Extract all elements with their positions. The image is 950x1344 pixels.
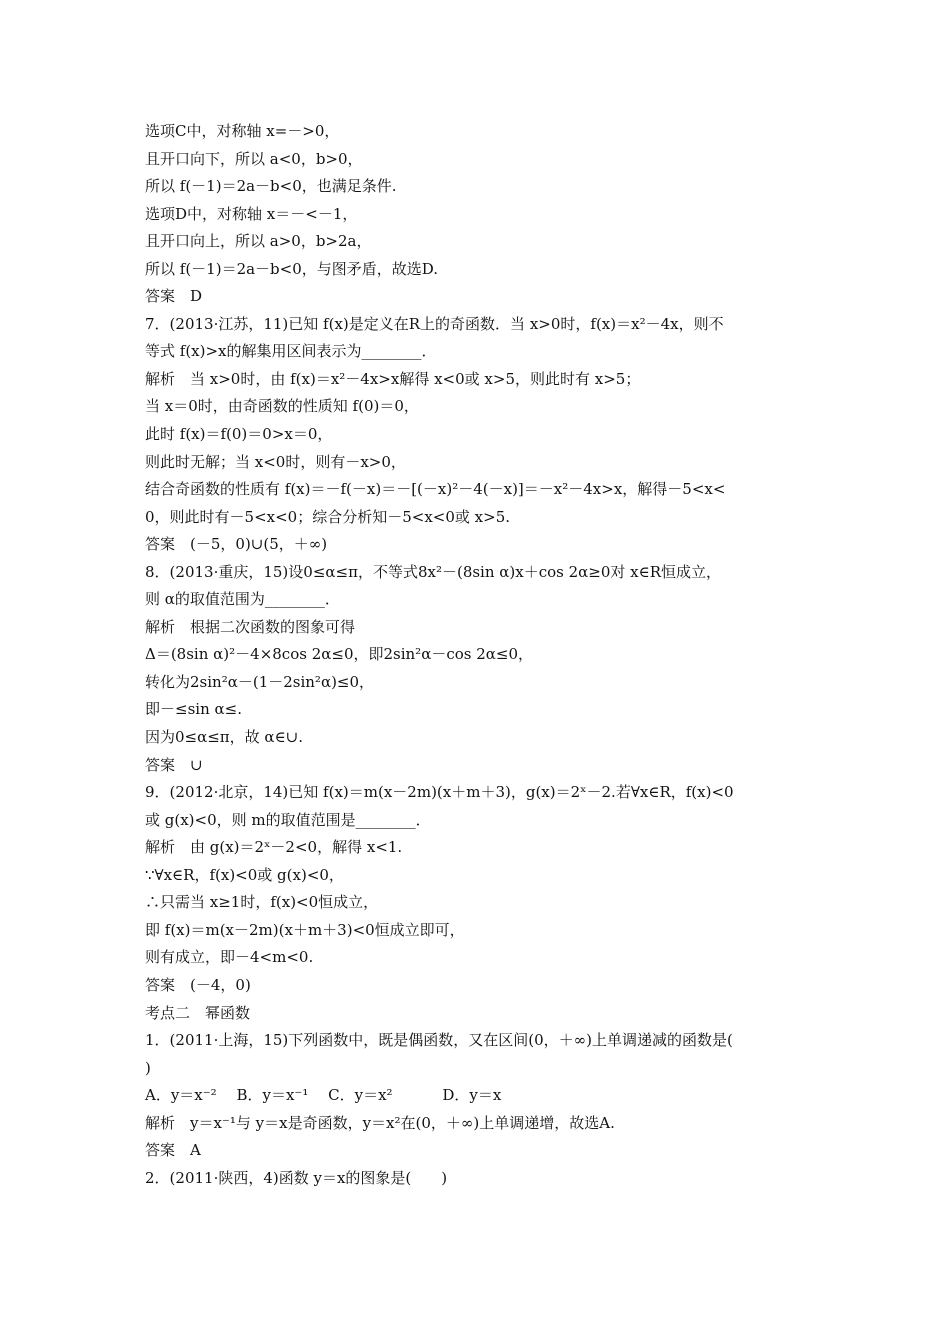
answer-line: 答案 (－4，0)	[145, 975, 251, 994]
text-line: 转化为2sin²α－(1－2sin²α)≤0，	[145, 672, 375, 691]
text-line: 且开口向上，所以 a>0，b>2a，	[145, 232, 372, 251]
solution-line: 解析 由 g(x)＝2ˣ－2<0，解得 x<1.	[145, 838, 403, 857]
text-line: 则 α的取值范围为________．	[145, 590, 340, 609]
document-body	[145, 118, 825, 1192]
text-line: Δ＝(8sin α)²－4×8cos 2α≤0，即2sin²α－cos 2α≤0，	[145, 645, 534, 664]
answer-line: 答案 D	[145, 287, 203, 306]
question-2: 2．(2011·陕西，4)函数 y＝x的图象是( )	[145, 1168, 448, 1187]
answer-line: 答案 ∪	[145, 755, 203, 774]
text-line: 所以 f(－1)＝2a－b<0，也满足条件.	[145, 177, 397, 196]
solution-line: 解析 当 x>0时，由 f(x)＝x²－4x>x解得 x<0或 x>5，则此时有 x>5；	[145, 369, 641, 388]
question-1: 1．(2011·上海，15)下列函数中，既是偶函数，又在区间(0，＋∞)上单调递减的函数是(	[145, 1031, 733, 1050]
text-line: 结合奇函数的性质有 f(x)＝－f(－x)＝－[(－x)²－4(－x)]＝－x²－4x>x，解得－5<x<	[145, 480, 726, 499]
text-line: 当 x＝0时，由奇函数的性质知 f(0)＝0，	[145, 397, 419, 416]
text-line: 则此时无解；当 x<0时，则有－x>0，	[145, 452, 406, 471]
text-line: 且开口向下，所以 a<0，b>0，	[145, 149, 363, 168]
text-line: 0，则此时有－5<x<0；综合分析知－5<x<0或 x>5.	[145, 507, 511, 526]
text-line: )	[145, 1058, 151, 1077]
text-line: 等式 f(x)>x的解集用区间表示为________．	[145, 342, 437, 361]
text-line: 即－≤sin α≤.	[145, 700, 242, 719]
solution-line: 解析 根据二次函数的图象可得	[145, 617, 356, 636]
text-line: 因为0≤α≤π，故 α∈∪.	[145, 728, 304, 747]
answer-line: 答案 (－5，0)∪(5，＋∞)	[145, 535, 328, 554]
section-heading: 考点二 幂函数	[145, 1003, 251, 1022]
text-line: 则有成立，即－4<m<0.	[145, 948, 314, 967]
text-line: 选项D中，对称轴 x＝－<－1，	[145, 204, 358, 223]
text-line: 此时 f(x)＝f(0)＝0>x＝0，	[145, 425, 333, 444]
question-8: 8．(2013·重庆，15)设0≤α≤π，不等式8x²－(8sin α)x＋cos 2α≥0对 x∈R恒成立，	[145, 562, 722, 581]
text-line: ∵∀x∈R，f(x)<0或 g(x)<0，	[145, 865, 344, 884]
options-line: A．y＝x⁻² B．y＝x⁻¹ C．y＝x² D．y＝x	[145, 1086, 502, 1105]
text-line: 即 f(x)＝m(x－2m)(x＋m＋3)<0恒成立即可，	[145, 920, 465, 939]
question-7: 7．(2013·江苏，11)已知 f(x)是定义在R上的奇函数．当 x>0时，f(x)＝x²－4x，则不	[145, 314, 724, 333]
text-line: 或 g(x)<0，则 m的取值范围是________．	[145, 810, 431, 829]
answer-line: 答案 A	[145, 1141, 201, 1160]
question-9: 9．(2012·北京，14)已知 f(x)＝m(x－2m)(x＋m＋3)，g(x)＝2ˣ－2.若∀x∈R，f(x)<0	[145, 783, 734, 802]
text-line: 选项C中，对称轴 x=－>0，	[145, 122, 340, 140]
text-line: 所以 f(－1)＝2a－b<0，与图矛盾，故选D.	[145, 259, 439, 278]
text-line: ∴只需当 x≥1时，f(x)<0恒成立，	[145, 893, 379, 912]
solution-line: 解析 y＝x⁻¹与 y＝x是奇函数，y＝x²在(0，＋∞)上单调递增，故选A.	[145, 1113, 615, 1132]
